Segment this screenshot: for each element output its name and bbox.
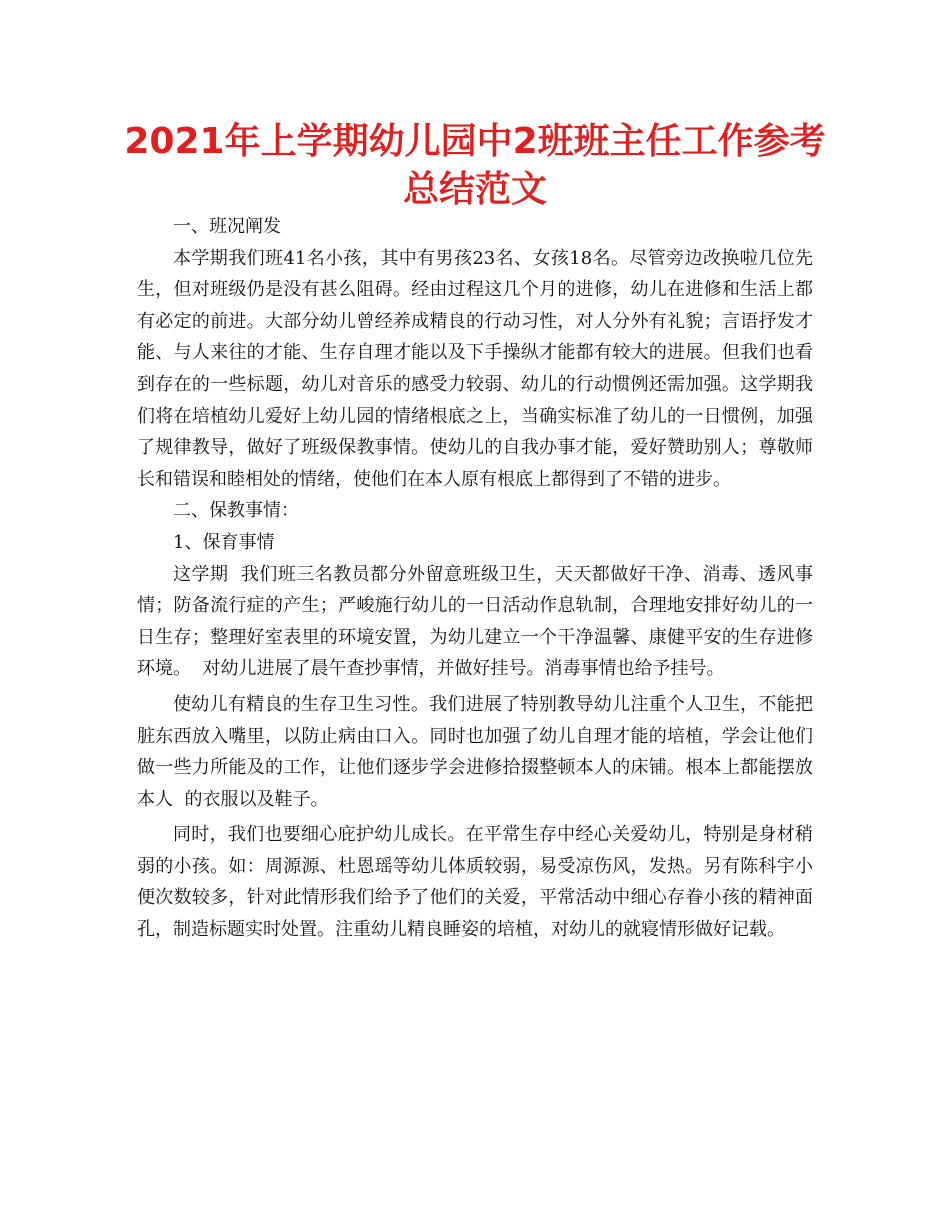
paragraph-child-care: 同时，我们也要细心庇护幼儿成长。在平常生存中经心关爱幼儿，特别是身材稍弱的小孩。如：周源源、杜恩瑶等幼儿体质较弱，易受凉伤风，发热。另有陈科宇小便次数较多，针对此情形我们给予了他们的关爱，平常活动中细心存眷小孩的精神面孔，制造标题实时处置。注重幼儿精良睡姿的培植，对幼儿的就寝情形做好记载。 (137, 824, 813, 941)
section-heading-care-education: 二、保教事情： (173, 500, 299, 522)
document-body (137, 211, 813, 946)
paragraph-living-habits: 使幼儿有精良的生存卫生习性。我们进展了特别教导幼儿注重个人卫生，不能把脏东西放入嘴里，以防止病由口入。同时也加强了幼儿自理才能的培植，学会让他们做一些力所能及的工作，让他们逐步学会进修拾掇整顿本人的床铺。根本上都能摆放本人 的衣服以及鞋子。 (137, 693, 813, 810)
paragraph-hygiene-work: 这学期 我们班三名教员都分外留意班级卫生，天天都做好干净、消毒、透风事情；防备流行症的产生；严峻施行幼儿的一日活动作息轨制，合理地安排好幼儿的一日生存；整理好室表里的环境安置，为幼儿建立一个干净温馨、康健平安的生存进修环境。 对幼儿进展了晨午查抄事情，并做好挂号。消毒事情也给予挂号。 (137, 563, 813, 680)
paragraph-class-overview: 本学期我们班41名小孩，其中有男孩23名、女孩18名。尽管旁边改换啦几位先生，但对班级仍是没有甚么阻碍。经由过程这几个月的进修，幼儿在进修和生活上都有必定的前进。大部分幼儿曾经养成精良的行动习性，对人分外有礼貌；言语抒发才能、与人来往的才能、生存自理才能以及下手操纵才能都有较大的进展。但我们也看到存在的一些标题，幼儿对音乐的感受力较弱、幼儿的行动惯例还需加强。这学期我们将在培植幼儿爱好上幼儿园的情绪根底之上，当确实标准了幼儿的一日惯例，加强了规律教导，做好了班级保教事情。使幼儿的自我办事才能，爱好赞助别人；尊敬师长和错误和睦相处的情绪，使他们在本人原有根底上都得到了不错的进步。 (137, 247, 813, 490)
subsection-heading-care-work: 1、保育事情 (173, 531, 275, 553)
document-title: 2021年上学期幼儿园中2班班主任工作参考总结范文 (124, 121, 826, 210)
section-heading-class-analysis: 一、班况阐发 (173, 216, 281, 237)
